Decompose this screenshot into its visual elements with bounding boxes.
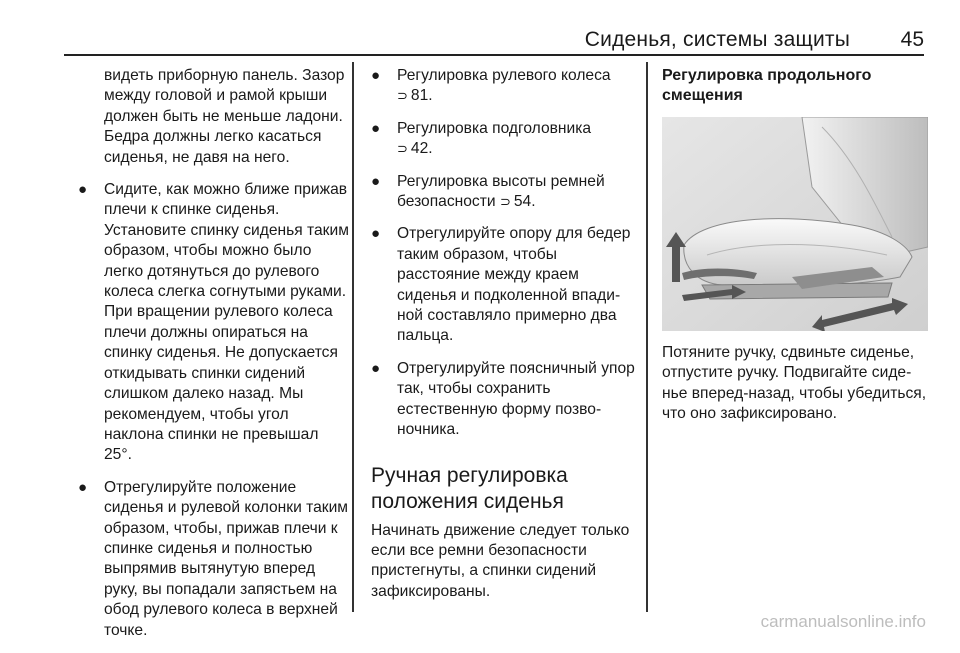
- page-ref-link[interactable]: 42.: [410, 140, 433, 158]
- figure-caption: Потяните ручку, сдвиньте сиденье, отпустите ручку. Подвигайте сиденье вперед-назад, чтобы убедиться, что оно зафиксировано.: [662, 343, 927, 423]
- page-header: [0, 0, 960, 50]
- column-divider-2: [646, 62, 648, 612]
- page-ref-icon: ⊃: [397, 88, 408, 104]
- list-item: [371, 224, 639, 346]
- section-title: Сиденья, системы защиты: [584, 28, 850, 51]
- list-item: [371, 359, 639, 441]
- column-2: [371, 66, 639, 602]
- bullet-list-2: [371, 66, 639, 441]
- page-ref-icon: ⊃: [397, 141, 408, 157]
- page-ref-link[interactable]: 54.: [513, 193, 536, 211]
- subsection-heading: Регулировка продольного смещения: [662, 67, 872, 105]
- list-item: [371, 119, 639, 160]
- column-1: [78, 66, 350, 653]
- list-item-text: Отрегулируйте поясничный упор так, чтобы сохранить естественную форму позвоночника.: [397, 359, 635, 439]
- list-item-text: Сидите, как можно ближе прижав плечи к спинке сиденья. Установите спинку сиденья таким образом, чтобы можно было легко дотянуться до рулевого колеса слегка согнутыми руками. При вращении рулевого колеса плечи должны опираться на спинку сиденья. Не допускается откидывать спинки сидений слишком далеко назад. Мы рекомендуем, чтобы угол наклона спинки не превышал 25°.: [104, 181, 349, 464]
- list-item: [78, 180, 350, 466]
- list-item-text: Отрегулируйте положение сиденья и рулевой колонки таким образом, чтобы, прижав плечи к спинке сиденья и полностью выпрямив вытянутую вперед руку, вы попадали запястьем на обод рулевого колеса в верхней точке.: [104, 478, 349, 639]
- list-item: [371, 66, 639, 107]
- bullet-icon: ●: [371, 359, 381, 377]
- continuation-paragraph: видеть приборную панель. Зазор между головой и рамой крыши должен быть не меньше ладони. Бедра должны легко касаться сиденья, не давя на него.: [104, 67, 345, 166]
- page-ref-icon: ⊃: [499, 194, 511, 210]
- body-paragraph: Начинать движение следует только если все ремни безопасности пристегнуты, а спинки сидений зафиксированы.: [371, 521, 630, 600]
- bullet-icon: ●: [371, 225, 381, 243]
- list-item-text: Регулировка высоты ремней безопасности: [397, 172, 605, 211]
- list-item-text: Регулировка рулевого колеса: [397, 67, 611, 84]
- bullet-icon: ●: [371, 67, 381, 84]
- bullet-list-1: [78, 180, 350, 641]
- seat-adjustment-illustration: [662, 117, 928, 331]
- header-rule: [64, 54, 924, 56]
- page-ref-link[interactable]: 81.: [410, 87, 433, 105]
- bullet-icon: ●: [371, 119, 381, 137]
- list-item-text: Регулировка подголовника: [397, 119, 592, 137]
- bullet-icon: ●: [78, 181, 88, 199]
- page-number: 45: [900, 28, 924, 51]
- list-item-text: Отрегулируйте опору для бедер таким образом, чтобы расстояние между краем сиденья и подколенной впадиной составляло примерно два пальца.: [397, 225, 631, 345]
- bullet-icon: ●: [78, 478, 88, 496]
- column-divider-1: [352, 62, 354, 612]
- list-item: [78, 478, 350, 641]
- section-heading: Ручная регулировка положения сиденья: [371, 463, 568, 513]
- bullet-icon: ●: [371, 172, 381, 190]
- column-3: [662, 66, 928, 424]
- list-item: [371, 172, 639, 213]
- footer-watermark: carmanualsonline.info: [760, 612, 926, 631]
